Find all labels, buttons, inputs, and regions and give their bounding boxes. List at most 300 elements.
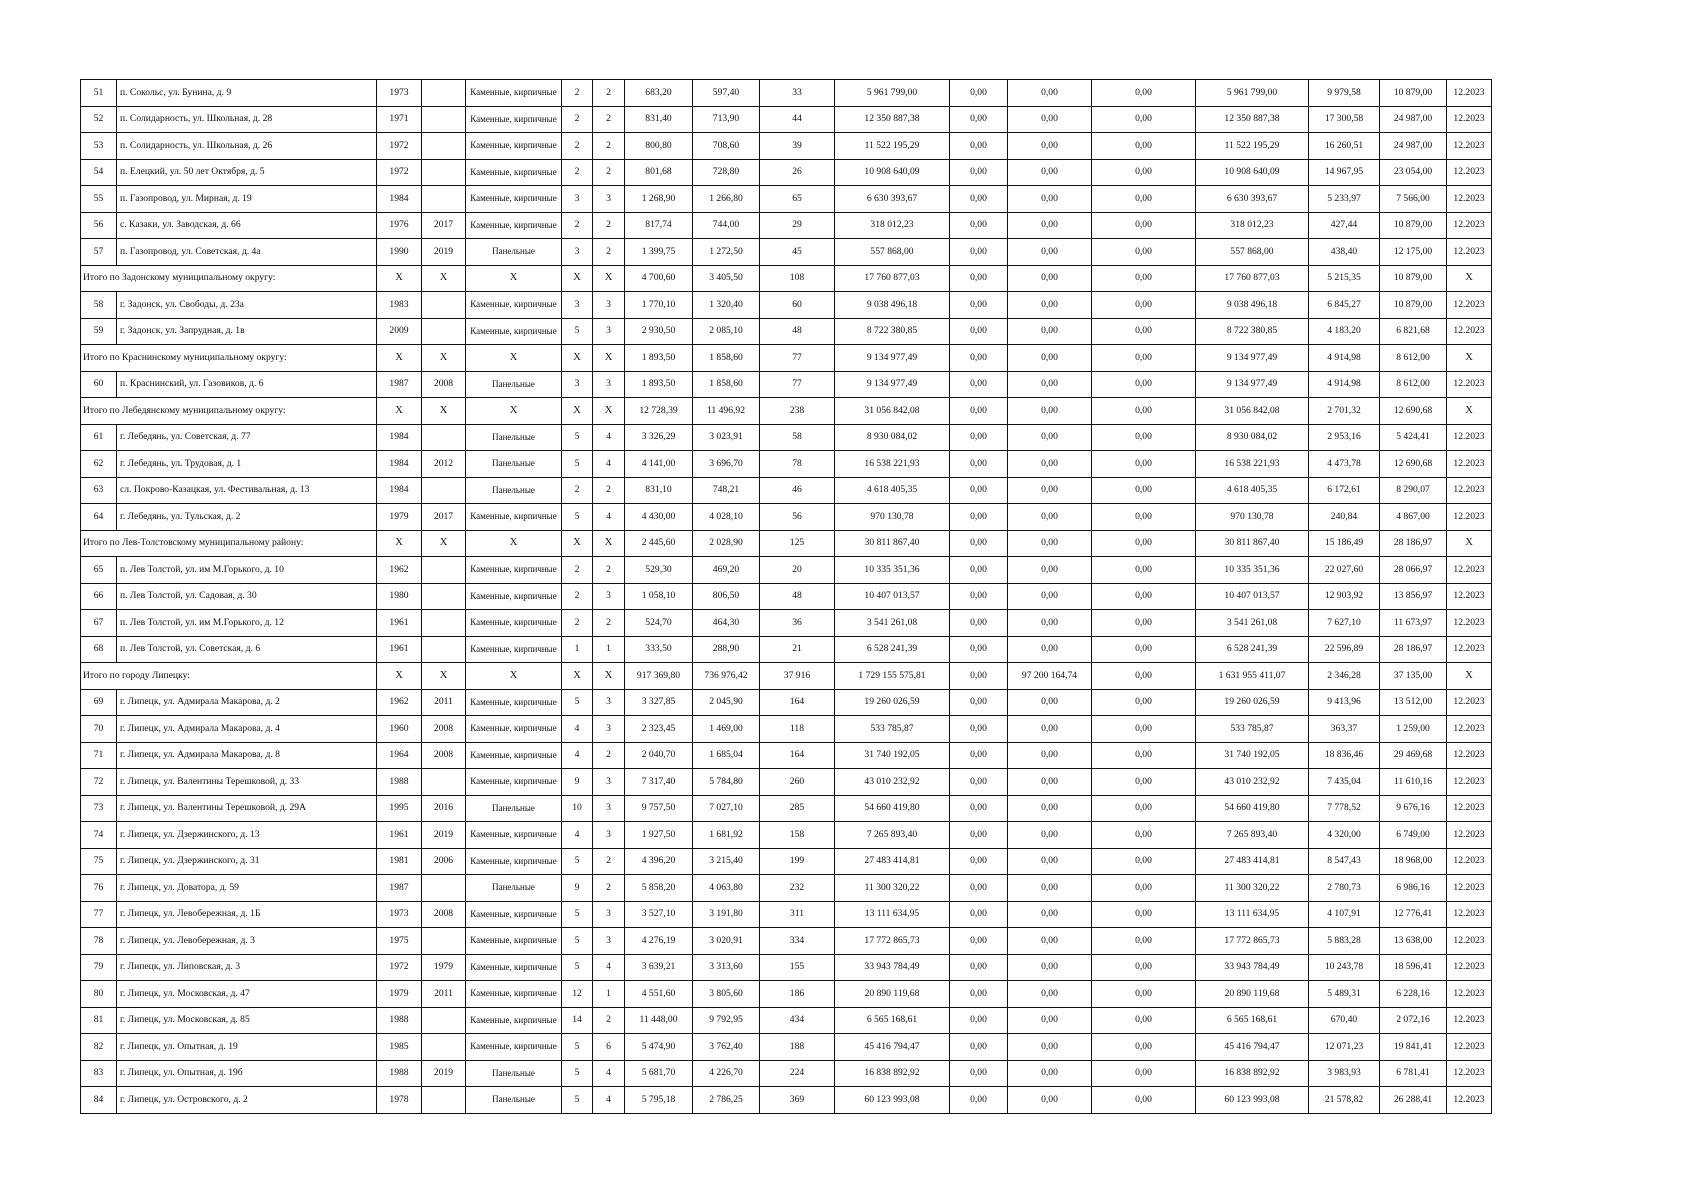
- residents-cell: 125: [760, 530, 835, 557]
- regional-funds-cell: 0,00: [1008, 981, 1092, 1008]
- municipal-funds-cell: 0,00: [1092, 795, 1196, 822]
- row-number: 64: [81, 504, 117, 531]
- wall-material-cell: Каменные, кирпичные: [466, 822, 562, 849]
- table-row: [81, 318, 1492, 345]
- wall-material-cell: Каменные, кирпичные: [466, 133, 562, 160]
- owners-funds-cell: 6 528 241,39: [1196, 636, 1309, 663]
- federal-funds-cell: 0,00: [950, 716, 1008, 743]
- row-number: 66: [81, 583, 117, 610]
- table-row: [81, 451, 1492, 478]
- total-cost-cell: 33 943 784,49: [835, 954, 950, 981]
- year-cell: 1990: [377, 239, 422, 266]
- floors-cell: 5: [562, 318, 593, 345]
- year-cell: 1978: [377, 1087, 422, 1114]
- residents-cell: 77: [760, 371, 835, 398]
- federal-funds-cell: 0,00: [950, 504, 1008, 531]
- total-cost-cell: 10 908 640,09: [835, 159, 950, 186]
- federal-funds-cell: 0,00: [950, 769, 1008, 796]
- unit-cost-cell: 5 883,28: [1309, 928, 1380, 955]
- unit-cost-cell: 15 186,49: [1309, 530, 1380, 557]
- subtotal-label: Итого по городу Липецку:: [81, 663, 377, 690]
- federal-funds-cell: 0,00: [950, 557, 1008, 584]
- table-row: [81, 557, 1492, 584]
- renovation-year-cell: [422, 557, 466, 584]
- deadline-cell: 12.2023: [1447, 1060, 1492, 1087]
- total-area-cell: 5 681,70: [625, 1060, 693, 1087]
- floors-cell: 10: [562, 795, 593, 822]
- wall-material-cell: Каменные, кирпичные: [466, 504, 562, 531]
- living-area-cell: 3 405,50: [693, 265, 760, 292]
- residents-cell: 238: [760, 398, 835, 425]
- total-cost-cell: 31 740 192,05: [835, 742, 950, 769]
- living-area-cell: 597,40: [693, 80, 760, 107]
- year-cell: X: [377, 530, 422, 557]
- unit-cost-cell: 7 778,52: [1309, 795, 1380, 822]
- regional-funds-cell: 0,00: [1008, 212, 1092, 239]
- total-cost-cell: 17 772 865,73: [835, 928, 950, 955]
- address-cell: п. Лев Толстой, ул. Садовая, д. 30: [117, 583, 377, 610]
- regional-funds-cell: 0,00: [1008, 583, 1092, 610]
- owners-funds-cell: 11 300 320,22: [1196, 875, 1309, 902]
- living-area-cell: 9 792,95: [693, 1007, 760, 1034]
- living-area-cell: 464,30: [693, 610, 760, 637]
- total-cost-cell: 8 930 084,02: [835, 424, 950, 451]
- deadline-cell: 12.2023: [1447, 239, 1492, 266]
- residents-cell: 78: [760, 451, 835, 478]
- deadline-cell: 12.2023: [1447, 212, 1492, 239]
- total-area-cell: 4 551,60: [625, 981, 693, 1008]
- address-cell: г. Липецк, ул. Валентины Терешковой, д. 33: [117, 769, 377, 796]
- total-area-cell: 831,40: [625, 106, 693, 133]
- owners-funds-cell: 12 350 887,38: [1196, 106, 1309, 133]
- total-area-cell: 801,68: [625, 159, 693, 186]
- living-area-cell: 3 020,91: [693, 928, 760, 955]
- municipal-funds-cell: 0,00: [1092, 345, 1196, 372]
- total-area-cell: 2 040,70: [625, 742, 693, 769]
- total-area-cell: 524,70: [625, 610, 693, 637]
- regional-funds-cell: 0,00: [1008, 106, 1092, 133]
- entrances-cell: 3: [593, 689, 625, 716]
- total-cost-cell: 9 038 496,18: [835, 292, 950, 319]
- owners-funds-cell: 9 038 496,18: [1196, 292, 1309, 319]
- living-area-cell: 2 045,90: [693, 689, 760, 716]
- year-cell: 1972: [377, 954, 422, 981]
- regional-funds-cell: 0,00: [1008, 875, 1092, 902]
- row-number: 74: [81, 822, 117, 849]
- floors-cell: X: [562, 398, 593, 425]
- renovation-year-cell: [422, 1087, 466, 1114]
- renovation-year-cell: 2011: [422, 689, 466, 716]
- federal-funds-cell: 0,00: [950, 954, 1008, 981]
- address-cell: г. Липецк, ул. Левобережная, д. 1Б: [117, 901, 377, 928]
- municipal-funds-cell: 0,00: [1092, 133, 1196, 160]
- deadline-cell: 12.2023: [1447, 186, 1492, 213]
- floors-cell: 2: [562, 583, 593, 610]
- municipal-funds-cell: 0,00: [1092, 239, 1196, 266]
- federal-funds-cell: 0,00: [950, 1060, 1008, 1087]
- row-number: 73: [81, 795, 117, 822]
- total-area-cell: 5 795,18: [625, 1087, 693, 1114]
- regional-funds-cell: 0,00: [1008, 186, 1092, 213]
- floors-cell: 9: [562, 875, 593, 902]
- renovation-year-cell: [422, 318, 466, 345]
- regional-funds-cell: 0,00: [1008, 557, 1092, 584]
- unit-cost-cell: 7 627,10: [1309, 610, 1380, 637]
- row-number: 51: [81, 80, 117, 107]
- wall-material-cell: Панельные: [466, 451, 562, 478]
- total-cost-cell: 8 722 380,85: [835, 318, 950, 345]
- entrances-cell: 2: [593, 212, 625, 239]
- address-cell: г. Липецк, ул. Адмирала Макарова, д. 2: [117, 689, 377, 716]
- municipal-funds-cell: 0,00: [1092, 901, 1196, 928]
- municipal-funds-cell: 0,00: [1092, 663, 1196, 690]
- address-cell: г. Липецк, ул. Московская, д. 85: [117, 1007, 377, 1034]
- wall-material-cell: Каменные, кирпичные: [466, 901, 562, 928]
- row-number: 71: [81, 742, 117, 769]
- living-area-cell: 11 496,92: [693, 398, 760, 425]
- residents-cell: 118: [760, 716, 835, 743]
- living-area-cell: 1 858,60: [693, 371, 760, 398]
- living-area-cell: 3 762,40: [693, 1034, 760, 1061]
- max-unit-cost-cell: 10 879,00: [1380, 265, 1447, 292]
- living-area-cell: 736 976,42: [693, 663, 760, 690]
- renovation-year-cell: 2008: [422, 371, 466, 398]
- year-cell: 1979: [377, 504, 422, 531]
- residents-cell: 155: [760, 954, 835, 981]
- max-unit-cost-cell: 11 610,16: [1380, 769, 1447, 796]
- row-number: 78: [81, 928, 117, 955]
- floors-cell: 2: [562, 212, 593, 239]
- wall-material-cell: Каменные, кирпичные: [466, 1007, 562, 1034]
- unit-cost-cell: 7 435,04: [1309, 769, 1380, 796]
- address-cell: п. Елецкий, ул. 50 лет Октября, д. 5: [117, 159, 377, 186]
- entrances-cell: 2: [593, 610, 625, 637]
- floors-cell: 5: [562, 1087, 593, 1114]
- living-area-cell: 2 786,25: [693, 1087, 760, 1114]
- max-unit-cost-cell: 9 676,16: [1380, 795, 1447, 822]
- municipal-funds-cell: 0,00: [1092, 636, 1196, 663]
- max-unit-cost-cell: 19 841,41: [1380, 1034, 1447, 1061]
- wall-material-cell: Каменные, кирпичные: [466, 636, 562, 663]
- floors-cell: 5: [562, 1060, 593, 1087]
- row-number: 84: [81, 1087, 117, 1114]
- year-cell: 2009: [377, 318, 422, 345]
- residents-cell: 158: [760, 822, 835, 849]
- total-area-cell: 4 276,19: [625, 928, 693, 955]
- row-number: 61: [81, 424, 117, 451]
- living-area-cell: 1 320,40: [693, 292, 760, 319]
- owners-funds-cell: 8 930 084,02: [1196, 424, 1309, 451]
- residents-cell: 45: [760, 239, 835, 266]
- total-cost-cell: 13 111 634,95: [835, 901, 950, 928]
- year-cell: 1960: [377, 716, 422, 743]
- residents-cell: 311: [760, 901, 835, 928]
- table-row: [81, 477, 1492, 504]
- residents-cell: 26: [760, 159, 835, 186]
- unit-cost-cell: 2 346,28: [1309, 663, 1380, 690]
- federal-funds-cell: 0,00: [950, 186, 1008, 213]
- deadline-cell: 12.2023: [1447, 742, 1492, 769]
- address-cell: п. Лев Толстой, ул. им М.Горького, д. 10: [117, 557, 377, 584]
- floors-cell: 14: [562, 1007, 593, 1034]
- renovation-year-cell: [422, 769, 466, 796]
- owners-funds-cell: 6 630 393,67: [1196, 186, 1309, 213]
- owners-funds-cell: 557 868,00: [1196, 239, 1309, 266]
- row-number: 54: [81, 159, 117, 186]
- floors-cell: 12: [562, 981, 593, 1008]
- max-unit-cost-cell: 2 072,16: [1380, 1007, 1447, 1034]
- living-area-cell: 4 226,70: [693, 1060, 760, 1087]
- year-cell: 1964: [377, 742, 422, 769]
- address-cell: п. Солидарность, ул. Школьная, д. 28: [117, 106, 377, 133]
- municipal-funds-cell: 0,00: [1092, 689, 1196, 716]
- owners-funds-cell: 30 811 867,40: [1196, 530, 1309, 557]
- owners-funds-cell: 4 618 405,35: [1196, 477, 1309, 504]
- total-cost-cell: 1 729 155 575,81: [835, 663, 950, 690]
- municipal-funds-cell: 0,00: [1092, 1087, 1196, 1114]
- deadline-cell: 12.2023: [1447, 292, 1492, 319]
- residents-cell: 334: [760, 928, 835, 955]
- total-cost-cell: 16 838 892,92: [835, 1060, 950, 1087]
- year-cell: 1973: [377, 80, 422, 107]
- entrances-cell: 1: [593, 981, 625, 1008]
- residents-cell: 21: [760, 636, 835, 663]
- total-cost-cell: 31 056 842,08: [835, 398, 950, 425]
- wall-material-cell: Каменные, кирпичные: [466, 610, 562, 637]
- regional-funds-cell: 0,00: [1008, 1034, 1092, 1061]
- renovation-year-cell: [422, 636, 466, 663]
- regional-funds-cell: 97 200 164,74: [1008, 663, 1092, 690]
- living-area-cell: 2 028,90: [693, 530, 760, 557]
- table-row: [81, 981, 1492, 1008]
- owners-funds-cell: 7 265 893,40: [1196, 822, 1309, 849]
- municipal-funds-cell: 0,00: [1092, 557, 1196, 584]
- floors-cell: 2: [562, 106, 593, 133]
- year-cell: 1984: [377, 424, 422, 451]
- total-area-cell: 917 369,80: [625, 663, 693, 690]
- total-cost-cell: 54 660 419,80: [835, 795, 950, 822]
- living-area-cell: 806,50: [693, 583, 760, 610]
- row-number: 82: [81, 1034, 117, 1061]
- living-area-cell: 288,90: [693, 636, 760, 663]
- address-cell: п. Сокольс, ул. Бунина, д. 9: [117, 80, 377, 107]
- max-unit-cost-cell: 24 987,00: [1380, 133, 1447, 160]
- residents-cell: 58: [760, 424, 835, 451]
- municipal-funds-cell: 0,00: [1092, 742, 1196, 769]
- residents-cell: 224: [760, 1060, 835, 1087]
- max-unit-cost-cell: 8 612,00: [1380, 371, 1447, 398]
- wall-material-cell: Каменные, кирпичные: [466, 318, 562, 345]
- row-number: 52: [81, 106, 117, 133]
- municipal-funds-cell: 0,00: [1092, 398, 1196, 425]
- row-number: 62: [81, 451, 117, 478]
- owners-funds-cell: 11 522 195,29: [1196, 133, 1309, 160]
- max-unit-cost-cell: 13 856,97: [1380, 583, 1447, 610]
- unit-cost-cell: 22 027,60: [1309, 557, 1380, 584]
- federal-funds-cell: 0,00: [950, 928, 1008, 955]
- floors-cell: X: [562, 345, 593, 372]
- total-area-cell: 3 327,85: [625, 689, 693, 716]
- deadline-cell: 12.2023: [1447, 424, 1492, 451]
- unit-cost-cell: 4 473,78: [1309, 451, 1380, 478]
- owners-funds-cell: 54 660 419,80: [1196, 795, 1309, 822]
- year-cell: 1972: [377, 159, 422, 186]
- total-area-cell: 2 930,50: [625, 318, 693, 345]
- renovation-year-cell: [422, 106, 466, 133]
- federal-funds-cell: 0,00: [950, 981, 1008, 1008]
- federal-funds-cell: 0,00: [950, 265, 1008, 292]
- address-cell: г. Липецк, ул. Дзержинского, д. 31: [117, 848, 377, 875]
- federal-funds-cell: 0,00: [950, 212, 1008, 239]
- max-unit-cost-cell: 28 066,97: [1380, 557, 1447, 584]
- wall-material-cell: Каменные, кирпичные: [466, 80, 562, 107]
- living-area-cell: 469,20: [693, 557, 760, 584]
- row-number: 63: [81, 477, 117, 504]
- municipal-funds-cell: 0,00: [1092, 822, 1196, 849]
- wall-material-cell: Каменные, кирпичные: [466, 848, 562, 875]
- deadline-cell: 12.2023: [1447, 1034, 1492, 1061]
- table-row: [81, 504, 1492, 531]
- renovation-year-cell: X: [422, 663, 466, 690]
- regional-funds-cell: 0,00: [1008, 159, 1092, 186]
- address-cell: г. Липецк, ул. Опытная, д. 19б: [117, 1060, 377, 1087]
- living-area-cell: 1 266,80: [693, 186, 760, 213]
- unit-cost-cell: 5 215,35: [1309, 265, 1380, 292]
- entrances-cell: 4: [593, 504, 625, 531]
- unit-cost-cell: 9 413,96: [1309, 689, 1380, 716]
- owners-funds-cell: 31 740 192,05: [1196, 742, 1309, 769]
- living-area-cell: 1 469,00: [693, 716, 760, 743]
- total-area-cell: 5 474,90: [625, 1034, 693, 1061]
- owners-funds-cell: 10 335 351,36: [1196, 557, 1309, 584]
- unit-cost-cell: 17 300,58: [1309, 106, 1380, 133]
- address-cell: п. Газопровод, ул. Мирная, д. 19: [117, 186, 377, 213]
- total-cost-cell: 19 260 026,59: [835, 689, 950, 716]
- max-unit-cost-cell: 37 135,00: [1380, 663, 1447, 690]
- total-area-cell: 4 141,00: [625, 451, 693, 478]
- floors-cell: 5: [562, 451, 593, 478]
- max-unit-cost-cell: 11 673,97: [1380, 610, 1447, 637]
- owners-funds-cell: 16 538 221,93: [1196, 451, 1309, 478]
- wall-material-cell: X: [466, 663, 562, 690]
- entrances-cell: 6: [593, 1034, 625, 1061]
- federal-funds-cell: 0,00: [950, 318, 1008, 345]
- floors-cell: 1: [562, 636, 593, 663]
- residents-cell: 434: [760, 1007, 835, 1034]
- regional-funds-cell: 0,00: [1008, 716, 1092, 743]
- total-cost-cell: 12 350 887,38: [835, 106, 950, 133]
- living-area-cell: 3 215,40: [693, 848, 760, 875]
- living-area-cell: 1 685,04: [693, 742, 760, 769]
- owners-funds-cell: 6 565 168,61: [1196, 1007, 1309, 1034]
- deadline-cell: X: [1447, 345, 1492, 372]
- row-number: 72: [81, 769, 117, 796]
- owners-funds-cell: 970 130,78: [1196, 504, 1309, 531]
- owners-funds-cell: 533 785,87: [1196, 716, 1309, 743]
- table-row: [81, 239, 1492, 266]
- unit-cost-cell: 2 701,32: [1309, 398, 1380, 425]
- regional-funds-cell: 0,00: [1008, 954, 1092, 981]
- owners-funds-cell: 43 010 232,92: [1196, 769, 1309, 796]
- total-cost-cell: 27 483 414,81: [835, 848, 950, 875]
- total-cost-cell: 6 565 168,61: [835, 1007, 950, 1034]
- wall-material-cell: Каменные, кирпичные: [466, 981, 562, 1008]
- deadline-cell: X: [1447, 398, 1492, 425]
- federal-funds-cell: 0,00: [950, 742, 1008, 769]
- renovation-year-cell: X: [422, 530, 466, 557]
- municipal-funds-cell: 0,00: [1092, 451, 1196, 478]
- federal-funds-cell: 0,00: [950, 451, 1008, 478]
- living-area-cell: 3 023,91: [693, 424, 760, 451]
- deadline-cell: 12.2023: [1447, 636, 1492, 663]
- municipal-funds-cell: 0,00: [1092, 186, 1196, 213]
- federal-funds-cell: 0,00: [950, 292, 1008, 319]
- living-area-cell: 3 191,80: [693, 901, 760, 928]
- address-cell: г. Липецк, ул. Адмирала Макарова, д. 4: [117, 716, 377, 743]
- total-cost-cell: 60 123 993,08: [835, 1087, 950, 1114]
- entrances-cell: X: [593, 530, 625, 557]
- max-unit-cost-cell: 24 987,00: [1380, 106, 1447, 133]
- municipal-funds-cell: 0,00: [1092, 159, 1196, 186]
- year-cell: 1962: [377, 689, 422, 716]
- entrances-cell: 4: [593, 451, 625, 478]
- row-number: 80: [81, 981, 117, 1008]
- table-row: [81, 292, 1492, 319]
- floors-cell: 3: [562, 292, 593, 319]
- regional-funds-cell: 0,00: [1008, 239, 1092, 266]
- max-unit-cost-cell: 29 469,68: [1380, 742, 1447, 769]
- entrances-cell: 3: [593, 292, 625, 319]
- residents-cell: 164: [760, 689, 835, 716]
- year-cell: 1988: [377, 769, 422, 796]
- floors-cell: 2: [562, 133, 593, 160]
- regional-funds-cell: 0,00: [1008, 848, 1092, 875]
- unit-cost-cell: 438,40: [1309, 239, 1380, 266]
- floors-cell: 5: [562, 954, 593, 981]
- table-row: [81, 689, 1492, 716]
- register-body: [81, 80, 1492, 1114]
- unit-cost-cell: 6 172,61: [1309, 477, 1380, 504]
- row-number: 58: [81, 292, 117, 319]
- federal-funds-cell: 0,00: [950, 1007, 1008, 1034]
- table-row: [81, 159, 1492, 186]
- entrances-cell: 4: [593, 954, 625, 981]
- federal-funds-cell: 0,00: [950, 1087, 1008, 1114]
- regional-funds-cell: 0,00: [1008, 1087, 1092, 1114]
- address-cell: г. Липецк, ул. Опытная, д. 19: [117, 1034, 377, 1061]
- wall-material-cell: Каменные, кирпичные: [466, 928, 562, 955]
- wall-material-cell: Панельные: [466, 1087, 562, 1114]
- unit-cost-cell: 240,84: [1309, 504, 1380, 531]
- total-cost-cell: 318 012,23: [835, 212, 950, 239]
- wall-material-cell: Панельные: [466, 239, 562, 266]
- address-cell: п. Лев Толстой, ул. им М.Горького, д. 12: [117, 610, 377, 637]
- entrances-cell: 4: [593, 424, 625, 451]
- living-area-cell: 5 784,80: [693, 769, 760, 796]
- table-row: [81, 795, 1492, 822]
- renovation-year-cell: [422, 186, 466, 213]
- residents-cell: 77: [760, 345, 835, 372]
- subtotal-row: [81, 398, 1492, 425]
- residents-cell: 65: [760, 186, 835, 213]
- renovation-year-cell: [422, 424, 466, 451]
- unit-cost-cell: 4 914,98: [1309, 371, 1380, 398]
- wall-material-cell: Каменные, кирпичные: [466, 557, 562, 584]
- regional-funds-cell: 0,00: [1008, 80, 1092, 107]
- residents-cell: 39: [760, 133, 835, 160]
- entrances-cell: 1: [593, 636, 625, 663]
- regional-funds-cell: 0,00: [1008, 398, 1092, 425]
